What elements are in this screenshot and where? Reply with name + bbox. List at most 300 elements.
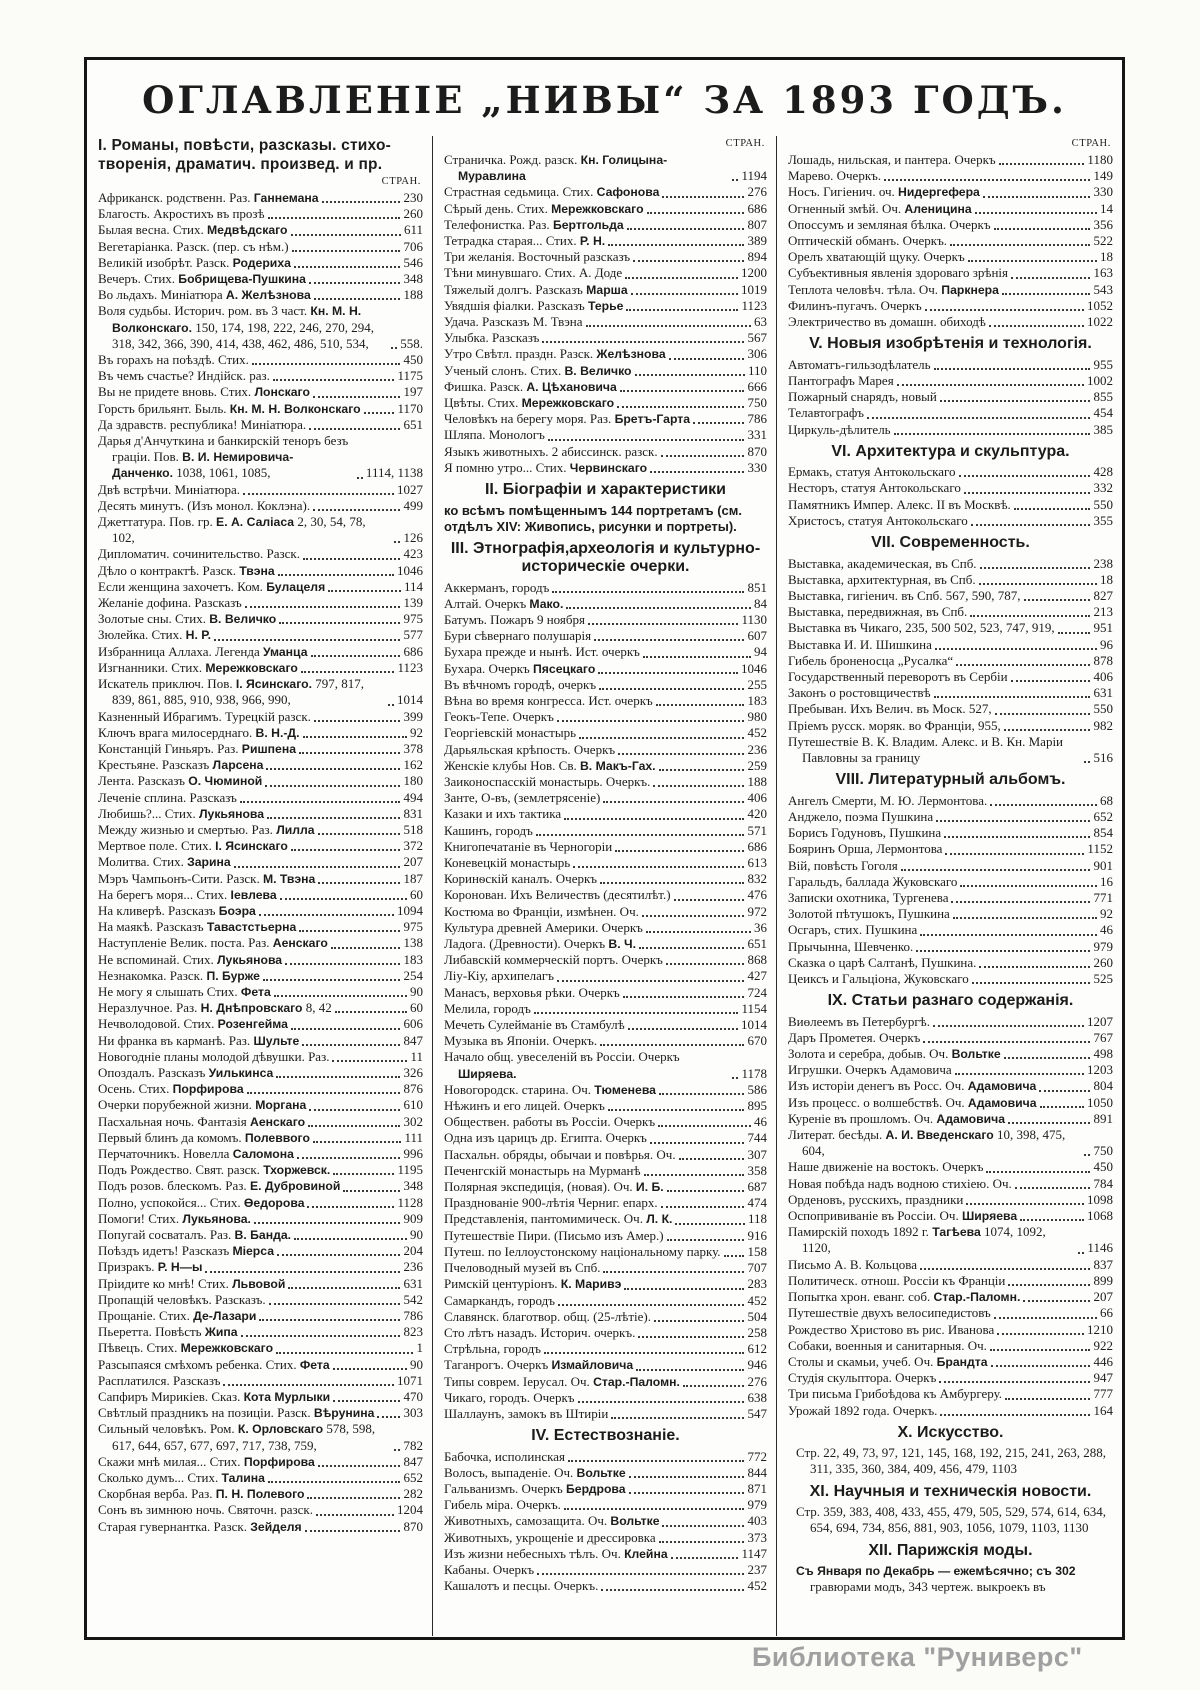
author-name: Мако. [529,596,564,611]
entry-text: Тѣни минувшаго. Стих. А. Доде [443,265,623,281]
dot-leader [259,1318,400,1321]
toc-entry [788,825,1113,841]
entry-title [788,1192,963,1208]
author-name: Тавастстьерна [206,920,297,935]
entry-text: Дарьяльская крѣпость. Очеркъ [443,741,616,757]
dot-leader [934,367,1091,370]
toc-entry [788,405,1113,421]
toc-entry [788,1176,1113,1192]
dot-leader [600,1043,744,1046]
entry-page-number: 558. [400,335,423,351]
entry-title [98,773,262,789]
toc-entry [788,357,1113,373]
entry-page-number: 547 [747,1405,767,1421]
toc-entry [788,464,1113,480]
dot-leader [925,308,1084,311]
entry-text: Урожай 1892 года. Очеркъ. [787,1402,938,1418]
dot-leader [268,1480,401,1483]
toc-entry [98,352,423,368]
entry-page-number: 258 [747,1324,767,1340]
entry-title [788,1338,987,1354]
author-name: Брандта [936,1354,988,1369]
dot-leader [971,523,1091,526]
entry-text: Автоматъ-гильзодѣлатель [787,356,931,372]
toc-entry [98,790,423,806]
dot-leader [548,438,745,441]
entry-page-number: 1178 [741,1065,767,1081]
entry-text: Три желанія. Восточный разсказъ [443,249,631,265]
author-name: Аленицина [904,201,972,216]
entry-title [98,1502,313,1518]
entry-page-number: 878 [1093,652,1113,668]
entry-title [788,249,965,265]
entry-title [788,825,941,841]
dot-leader [594,638,744,641]
entry-title [444,460,647,476]
entry-text: Собаки, военныя и санитарныя. Оч. [787,1337,987,1353]
toc-entry [98,433,423,482]
toc-entry [788,1370,1113,1386]
author-name: Боэра [218,903,256,918]
author-name: Тагѣева [932,1225,981,1240]
entry-page-number: 831 [403,805,423,821]
entry-page-number: 909 [403,1210,423,1226]
entry-text: Человѣкъ на берегу моря. Раз. [443,411,615,427]
toc-entry [444,298,767,314]
entry-title [98,611,276,627]
entry-page-number: 307 [747,1146,767,1162]
author-name: Өедорова [243,1195,305,1210]
entry-text: Мечеть Сулейманіе въ Стамбулѣ [443,1017,625,1033]
entry-page-number: 163 [1093,265,1113,281]
entry-text: Мертвое поле. Стих. [98,838,216,854]
toc-entry [788,1062,1113,1078]
dot-leader [608,1108,745,1111]
entry-page-number: 90 [409,1356,423,1372]
entry-page-number: 476 [747,887,767,903]
toc-entry [98,627,423,643]
dot-leader [267,816,400,819]
toc-entry [444,1260,767,1276]
toc-entry [98,1486,423,1502]
dot-leader [564,817,744,820]
page-column-label: СТРАН. [381,176,421,187]
entry-text: Золотой пѣтушокъ, Пушкина [787,906,950,922]
toc-entry [98,741,423,757]
entry-text: Славянск. благотвор. общ. (25-лѣтіе). [443,1308,651,1324]
entry-title [98,1470,265,1486]
entry-text: Путешествіе В. К. Владим. Алекс. и В. Кн. Маріи Павловны за границу [787,733,1064,765]
entry-text: Таганрогъ. Очеркъ [443,1357,552,1373]
entry-page-number: 1050 [1086,1094,1113,1110]
entry-title [444,1130,647,1146]
entry-page-number: 372 [403,838,423,854]
toc-entry [788,1338,1113,1354]
entry-title [788,874,957,890]
toc-entry [788,201,1113,217]
entry-page-number: 46 [1099,922,1113,938]
entry-title [98,935,328,951]
author-name: Кн. М. Н. Волконскаго [229,401,361,416]
entry-page-number: 546 [403,254,423,270]
author-name: Терье [588,298,624,313]
author-name: Вѣрунина [313,1406,375,1421]
entry-page-number: 188 [747,774,767,789]
toc-entry [444,1098,767,1114]
entry-title [98,368,270,384]
dot-leader [328,589,401,592]
author-name: Кн. Голицына-Муравлина [457,153,668,184]
toc-entry [98,287,423,303]
entry-text: Алтай. Очеркъ [443,595,530,611]
entry-text: Новогородск. старина. Оч. [443,1081,595,1097]
section-heading: III. Этнографія,археологія и культурно-историческіе очерки. [450,539,761,576]
entry-title [98,1340,273,1356]
entry-title [444,661,595,677]
dot-leader [894,432,1091,435]
author-name: Аенскаго [272,936,328,951]
entry-page-number: 90 [409,983,423,999]
toc-entry [444,985,767,1001]
entry-page-number: 378 [403,740,423,756]
entry-title [98,1405,374,1421]
dot-leader [223,1383,394,1386]
entry-title [444,1341,541,1357]
toc-entry [444,1017,767,1033]
toc-entry [444,644,767,660]
dot-leader [1011,679,1091,682]
author-name: Клейна [624,1546,668,1561]
entry-text: Прощаніе. Стих. [98,1308,194,1324]
entry-title [788,1354,988,1370]
dot-leader [564,1507,745,1510]
entry-page-number: 158 [747,1243,767,1259]
entry-text: Оптическій обманъ. Очеркъ. [787,233,948,249]
entry-title [444,1049,729,1081]
entry-text: Я помню утро... Стих. [443,459,570,475]
section-heading: VIII. Литературный альбомъ. [835,771,1066,789]
toc-entry [444,596,767,612]
entry-title [444,1293,555,1309]
entry-text: Сто лѣтъ назадъ. Историч. очеркъ. [443,1324,636,1340]
entry-page-number: 348 [403,1178,423,1194]
toc-entry [444,1513,767,1529]
entry-page-number: 901 [1093,857,1113,873]
entry-text: Дипломатич. сочинительство. Разск. [98,546,300,562]
section-heading: X. Искусство. [897,1423,1004,1441]
author-name: И. Б. [635,1180,664,1195]
dot-leader [586,324,751,327]
dot-leader [299,751,400,754]
entry-text: Мелила, городъ [443,1000,531,1016]
toc-entry [444,580,767,596]
toc-entry [788,1111,1113,1127]
entry-text: Литерат. бесѣды. [787,1127,886,1143]
toc-entry [444,1130,767,1146]
author-name: Ширяева. [457,1066,517,1081]
dot-leader [557,719,745,722]
toc-entry [98,271,423,287]
dot-leader [1002,292,1091,295]
toc-entry [444,1309,767,1325]
entry-text: Опоссумъ и земляная бѣлка. Очеркъ [787,216,991,232]
toc-entry [444,1244,767,1260]
author-name: Вольтке [610,1514,660,1529]
dot-leader [307,1496,400,1499]
dot-leader [991,1364,1091,1367]
entry-title [98,644,308,660]
entry-page-number: 782 [403,1437,423,1453]
dot-leader [986,1170,1090,1173]
toc-entry [444,1082,767,1098]
entry-title [98,968,260,984]
entry-text: Одна изъ царицъ др. Египта. Очеркъ [443,1130,647,1146]
entry-page-number: 428 [1093,464,1113,480]
dot-leader [294,265,401,268]
dot-leader [568,1459,744,1462]
dot-leader [654,1319,744,1322]
toc-entry [98,952,423,968]
entry-title [788,1403,937,1419]
entry-page-number: 777 [1093,1386,1113,1402]
dot-leader [956,663,1090,666]
toc-entry [444,1465,767,1481]
entry-page-number: 385 [1093,421,1113,437]
entry-page-number: 807 [747,216,767,232]
dot-leader [394,540,400,543]
entry-text: Три письма Грибоѣдова къ Амбургеру. [787,1386,1003,1402]
entry-page-number: 1180 [1087,152,1113,167]
entry-title [788,201,972,217]
entry-page-number: 1147 [741,1545,767,1561]
dot-leader [297,1156,401,1159]
entry-text: Пребыван. Ихъ Велич. въ Моск. 527, [787,701,992,717]
entry-title [98,952,282,968]
toc-entry [444,693,767,709]
dot-leader [318,881,400,884]
entry-text: Мэръ Чампьонъ-Сити. Разск. [98,870,263,886]
section-page-list [788,1563,1113,1595]
entry-text: Улыбка. Разсказъ [443,330,540,346]
dot-leader [1084,1153,1090,1156]
dot-leader [273,378,395,381]
entry-title [444,363,632,379]
author-name: П. Бурже [206,968,260,983]
entry-page-number: 68 [1099,792,1113,808]
author-name: Пясецкаго [532,661,596,676]
entry-title [444,427,545,443]
dot-leader [669,357,745,360]
dot-leader [916,949,1090,952]
toc-column-1 [87,136,432,1636]
entry-title [444,709,554,725]
entry-text: Филинъ-пугачъ. Очеркъ [787,297,922,313]
page-column-label: СТРАН. [725,138,765,149]
toc-entry [444,742,767,758]
entry-text: Выставка, передвижная, въ Спб. [787,604,968,620]
entry-title [788,1159,983,1175]
entry-text: Констанцій Гиньяръ. Раз. [98,740,242,756]
entry-title [98,1389,330,1405]
dot-leader [294,1237,407,1240]
entry-title [444,936,636,952]
dot-leader [679,1157,745,1160]
dot-leader [732,178,738,181]
toc-entry [788,422,1113,438]
author-name: Уманца [263,644,308,659]
entry-title [98,1033,299,1049]
entry-title [444,379,617,395]
toc-entry [788,809,1113,825]
entry-title [788,480,961,496]
dot-leader [288,1286,400,1289]
toc-entry [788,971,1113,987]
entry-page-number: 499 [403,497,423,513]
toc-entry [98,222,423,238]
dot-leader [600,881,744,884]
author-name: А. Цѣхановича [526,379,617,394]
entry-page-number: 276 [747,184,767,200]
dot-leader [650,1141,745,1144]
entry-text: Бухара прежде и нынѣ. Ист. очеркъ [443,644,640,660]
entry-page-number: 423 [403,546,423,562]
entry-text: Новогодніе планы молодой дѣвушки. Раз. [98,1048,330,1064]
entry-page-number: 871 [747,1481,767,1497]
dot-leader [659,1540,745,1543]
author-name: Іевлева [230,887,277,902]
entry-page-number: 66 [1099,1305,1113,1321]
dot-leader [299,929,400,932]
entry-title [788,604,967,620]
toc-entry [98,709,423,725]
toc-entry [444,1228,767,1244]
entry-text: Тетрадка старая... Стих. [443,233,580,249]
entry-title [788,1370,936,1386]
entry-title [98,1357,330,1373]
dot-leader [646,930,751,933]
entry-title [98,660,298,676]
toc-entry [788,1078,1113,1094]
toc-entry [788,298,1113,314]
author-name: Вольтке [951,1047,1001,1062]
toc-entry [788,685,1113,701]
dot-leader [268,216,401,219]
dot-leader [274,994,407,997]
entry-text: гравюрами модъ, 343 чертеж. выкроекъ въ [809,1579,1046,1595]
entry-text: Скажи мнѣ милая... Стих. [98,1453,244,1469]
entry-text: Помоги! Стих. [98,1210,183,1226]
dot-leader [897,383,1084,386]
entry-title [444,855,570,871]
toc-entry [444,904,767,920]
entry-page-number: 118 [747,1211,767,1227]
entry-title [788,1095,1037,1111]
author-name: Фета [299,1357,330,1372]
entry-title [444,677,596,693]
entry-text: Если женщина захочетъ. Ком. [98,578,267,594]
entry-text: Гаральдъ, баллада Жуковскаго [787,873,958,889]
entry-text: 797, 817, 839, 861, 885, 910, 938, 966, 990, [112,676,364,708]
entry-title [98,627,211,643]
toc-entry [98,1324,423,1340]
toc-entry [98,644,423,660]
entry-title [98,1259,202,1275]
entry-page-number: 651 [747,936,767,952]
entry-title [788,1046,1001,1062]
dot-leader [318,832,401,835]
entry-text: Кашинъ, городъ [443,822,533,838]
entry-text: Памирскій походъ 1892 г. [787,1224,933,1240]
entry-text: Золота и серебра, добыв. Оч. [787,1046,952,1062]
toc-entry [788,1224,1113,1256]
toc-entry [98,1292,423,1308]
entry-page-number: 474 [747,1195,767,1211]
dot-leader [617,405,744,408]
dot-leader [620,389,745,392]
author-name: Е. Дубровиной [249,1179,341,1194]
entry-title [444,1530,656,1546]
entry-page-number: 84 [753,595,767,611]
author-name: Бертгольда [552,217,624,232]
toc-entry [444,855,767,871]
entry-text: Бабочка, исполинская [443,1448,565,1464]
entry-text: Наше движеніе на востокъ. Очеркъ [787,1159,984,1175]
toc-entry [788,620,1113,636]
toc-entry [444,201,767,217]
toc-entry [98,1065,423,1081]
entry-text: Разсыпаяся смѣхомъ ребенка. Стих. [98,1356,300,1372]
section-heading: I. Романы, повѣсти, разсказы. стихо-творенія, драматич. произвед. и пр. [98,137,391,173]
entry-page-number: 784 [1093,1175,1113,1191]
dot-leader [683,1384,745,1387]
entry-text: Лента. Разсказъ [98,773,189,789]
author-name: Тхоржевск. [263,1163,331,1178]
entry-title [98,919,296,935]
entry-title [444,1562,534,1578]
dot-leader [332,1059,407,1062]
toc-entry [98,514,423,546]
section-page-list [788,1445,1113,1477]
toc-entry [444,709,767,725]
dot-leader [1023,1299,1090,1302]
entry-text: Несторъ, статуя Антокольскаго [787,480,961,496]
entry-page-number: 870 [403,1518,423,1534]
entry-title [98,757,263,773]
entry-title [444,265,622,281]
author-name: Р. Н. [579,234,606,249]
entry-title [788,572,976,588]
dot-leader [933,1024,1084,1027]
entry-page-number: 110 [747,362,767,378]
entry-title [98,1178,340,1194]
entry-text: На маякѣ. Разсказъ [98,919,207,935]
entry-text: Сѣрый день. Стих. [443,200,552,216]
toc-entry [444,1293,767,1309]
entry-page-number: 1019 [740,281,767,297]
entry-title [444,887,671,903]
entry-title [444,1497,561,1513]
author-name: І. Ясинскаго [215,839,288,854]
dot-leader [1084,760,1090,763]
entry-text: Бури сѣвернаго полушарія [443,628,592,644]
entry-title [444,346,666,362]
entry-page-number: 36 [753,919,767,935]
entry-title [444,725,576,741]
toc-entry [98,935,423,951]
entry-page-number: 854 [1093,825,1113,841]
entry-page-number: 1128 [397,1194,423,1210]
entry-page-number: 571 [747,822,767,838]
